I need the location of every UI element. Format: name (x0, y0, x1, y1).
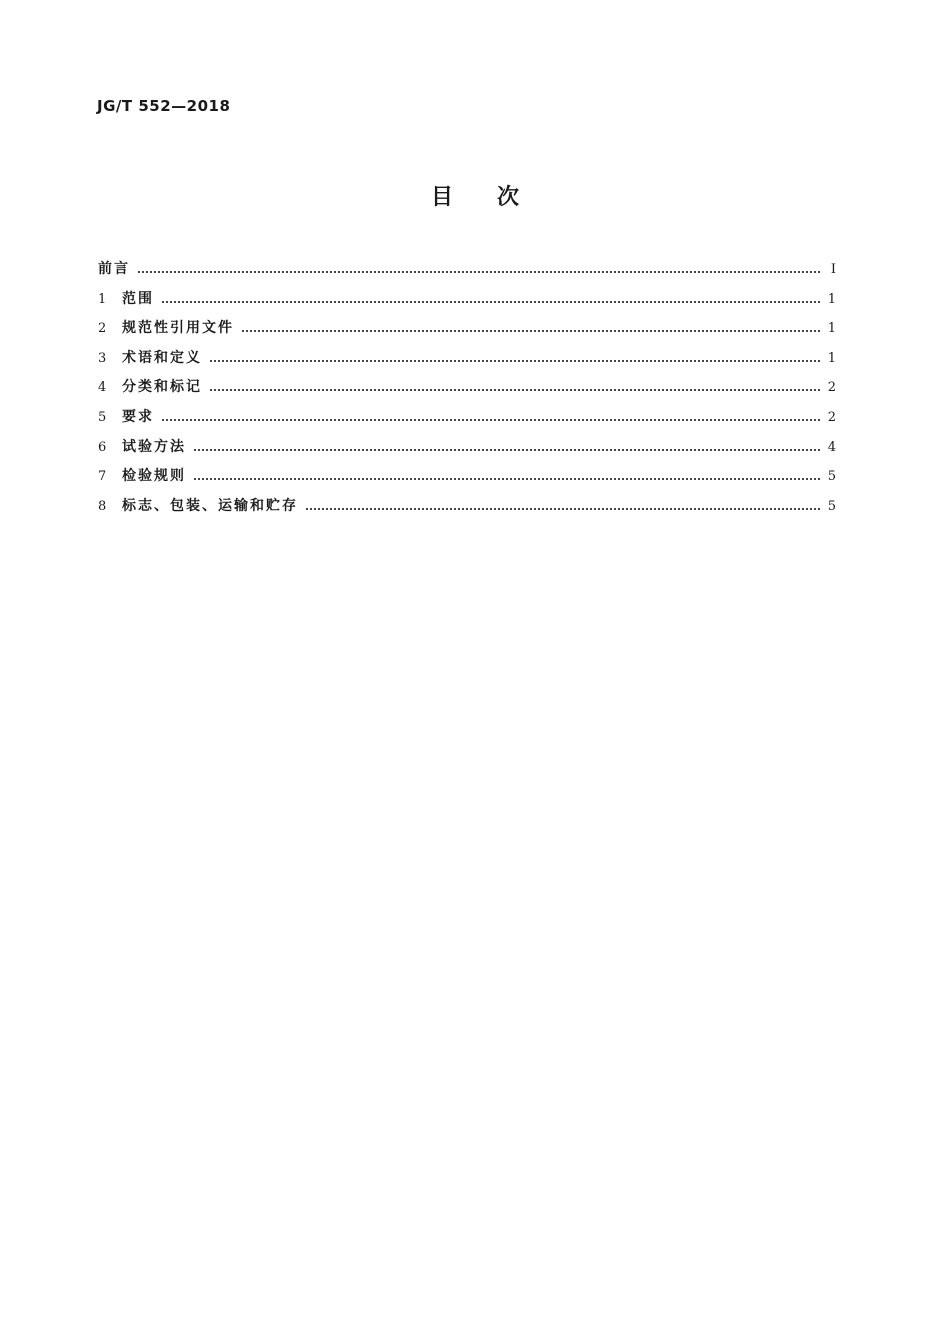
toc-entry-3[interactable] (98, 347, 836, 377)
title-char-1: 目 (431, 185, 454, 210)
toc-entry-7[interactable] (98, 465, 836, 495)
toc-entry-number: 2 (98, 321, 107, 337)
toc-entry-number: 3 (98, 350, 107, 366)
toc-entry-number: 8 (98, 498, 107, 514)
toc-leader-dots (194, 449, 820, 451)
toc-entry-foreword[interactable] (98, 258, 836, 288)
toc-entry-2[interactable] (98, 317, 836, 347)
toc-entry-label: 前言 (98, 261, 130, 277)
toc-leader-dots (210, 389, 820, 391)
toc-page-number: 1 (827, 350, 836, 366)
toc-leader-dots (306, 508, 820, 510)
toc-entry-number: 6 (98, 439, 107, 455)
toc-entry-label: 分类和标记 (122, 379, 202, 396)
toc-leader-dots (194, 478, 820, 480)
toc-entry-label: 术语和定义 (122, 349, 202, 366)
toc-page-number: 5 (827, 469, 836, 485)
toc-entry-label: 检验规则 (122, 468, 186, 485)
toc-entry-number: 7 (98, 469, 107, 485)
table-of-contents (98, 258, 836, 524)
toc-page-number: 1 (827, 321, 836, 337)
toc-entry-label: 标志、包装、运输和贮存 (122, 497, 298, 514)
toc-leader-dots (162, 419, 820, 421)
toc-page-number: 5 (827, 498, 836, 514)
toc-entry-label: 要求 (122, 408, 154, 425)
toc-leader-dots (162, 301, 820, 303)
title-char-2: 次 (497, 185, 520, 210)
toc-entry-6[interactable] (98, 436, 836, 466)
toc-page-number: 2 (827, 409, 836, 425)
toc-entry-number: 5 (98, 409, 107, 425)
toc-entry-1[interactable] (98, 288, 836, 318)
toc-entry-5[interactable] (98, 406, 836, 436)
toc-entry-label: 试验方法 (122, 438, 186, 455)
toc-page-number: 4 (827, 439, 836, 455)
toc-page-number: 2 (827, 380, 836, 396)
toc-entry-4[interactable] (98, 376, 836, 406)
toc-entry-number: 4 (98, 380, 107, 396)
standard-code: JG/T 552—2018 (97, 97, 231, 115)
toc-entry-label: 范围 (122, 290, 154, 307)
toc-leader-dots (242, 330, 820, 332)
toc-leader-dots (138, 271, 820, 273)
toc-entry-8[interactable] (98, 495, 836, 525)
toc-leader-dots (210, 360, 820, 362)
toc-page-number: Ⅰ (830, 262, 836, 277)
toc-page-number: 1 (827, 291, 836, 307)
toc-entry-number: 1 (98, 291, 107, 307)
toc-entry-label: 规范性引用文件 (122, 320, 234, 337)
page-title (0, 180, 950, 211)
